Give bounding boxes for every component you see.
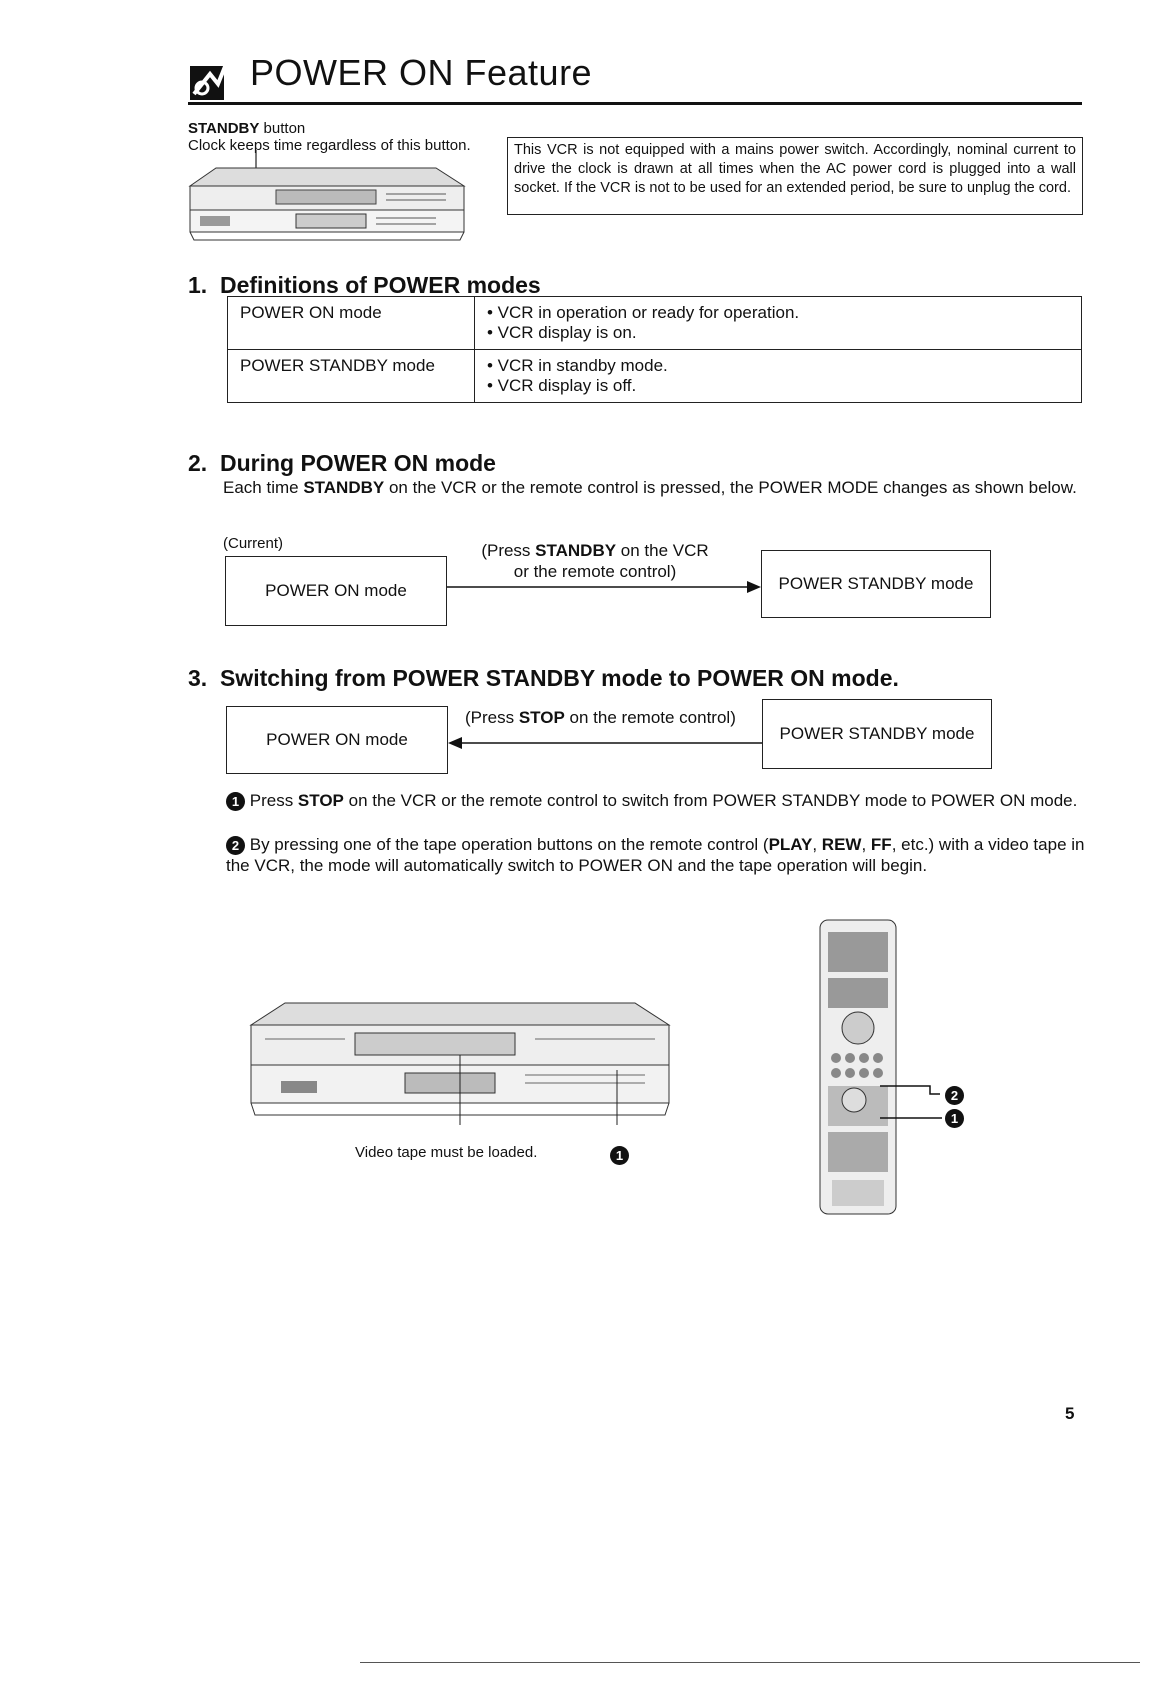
mode-description: • VCR in standby mode. • VCR display is off. xyxy=(475,350,1082,403)
remote-marker-1: 1 xyxy=(945,1109,964,1128)
section-2-text: Each time STANDBY on the VCR or the remote control is pressed, the POWER MODE changes as shown below. xyxy=(223,478,1077,497)
power-standby-mode-box: POWER STANDBY mode xyxy=(761,550,991,618)
table-row xyxy=(228,297,1082,350)
arrow-right xyxy=(447,580,762,594)
power-on-mode-box: POWER ON mode xyxy=(226,706,448,774)
power-standby-mode-box: POWER STANDBY mode xyxy=(762,699,992,769)
section-2-heading: 2. During POWER ON mode xyxy=(188,450,496,476)
step-1: 1 Press STOP on the VCR or the remote control to switch from POWER STANDBY mode to POWER ON mode. xyxy=(226,790,1086,811)
remote-callout-lines xyxy=(880,1078,944,1138)
clock-note: Clock keeps time regardless of this button. xyxy=(188,137,471,154)
section-1-heading: 1. Definitions of POWER modes xyxy=(188,272,541,298)
vcr-front-illustration xyxy=(186,150,474,246)
section-3-heading: 3. Switching from POWER STANDBY mode to POWER ON mode. xyxy=(188,665,899,691)
page-title: POWER ON Feature xyxy=(250,52,593,93)
bottom-rule xyxy=(360,1662,1140,1663)
mode-name: POWER STANDBY mode xyxy=(228,350,475,403)
power-feature-icon xyxy=(188,58,232,102)
step-2: 2 By pressing one of the tape operation buttons on the remote control (PLAY, REW, FF, etc.) with a video tape in the VCR, the mode will automatically switch to POWER ON and the tape operation will begin. xyxy=(226,835,1085,875)
power-modes-table xyxy=(227,296,1082,403)
stop-arrow-label: (Press STOP on the remote control) xyxy=(465,708,736,727)
tape-caption: Video tape must be loaded. xyxy=(355,1144,538,1161)
vcr-marker-1: 1 xyxy=(610,1146,629,1165)
mains-switch-note: This VCR is not equipped with a mains power switch. Accordingly, nominal current to drive the clock is drawn at all times when the AC power cord is plugged into a wall socket. If the VCR is not to be used for an extended period, be sure to unplug the cord. xyxy=(507,137,1083,215)
power-on-mode-box: POWER ON mode xyxy=(225,556,447,626)
step-2-marker: 2 xyxy=(226,836,245,855)
mode-name: POWER ON mode xyxy=(228,297,475,350)
page-title-row xyxy=(188,52,1082,105)
remote-control-illustration xyxy=(818,918,900,1218)
standby-arrow-label: (Press STANDBY on the VCR or the remote control) xyxy=(481,541,709,581)
arrow-left xyxy=(448,736,763,750)
page-number: 5 xyxy=(1065,1404,1075,1423)
step-1-marker: 1 xyxy=(226,792,245,811)
standby-button-label: STANDBY button xyxy=(188,120,306,137)
mode-description: • VCR in operation or ready for operation. • VCR display is on. xyxy=(475,297,1082,350)
current-label: (Current) xyxy=(223,535,284,552)
vcr-illustration xyxy=(245,995,675,1125)
table-row xyxy=(228,350,1082,403)
remote-marker-2: 2 xyxy=(945,1086,964,1105)
